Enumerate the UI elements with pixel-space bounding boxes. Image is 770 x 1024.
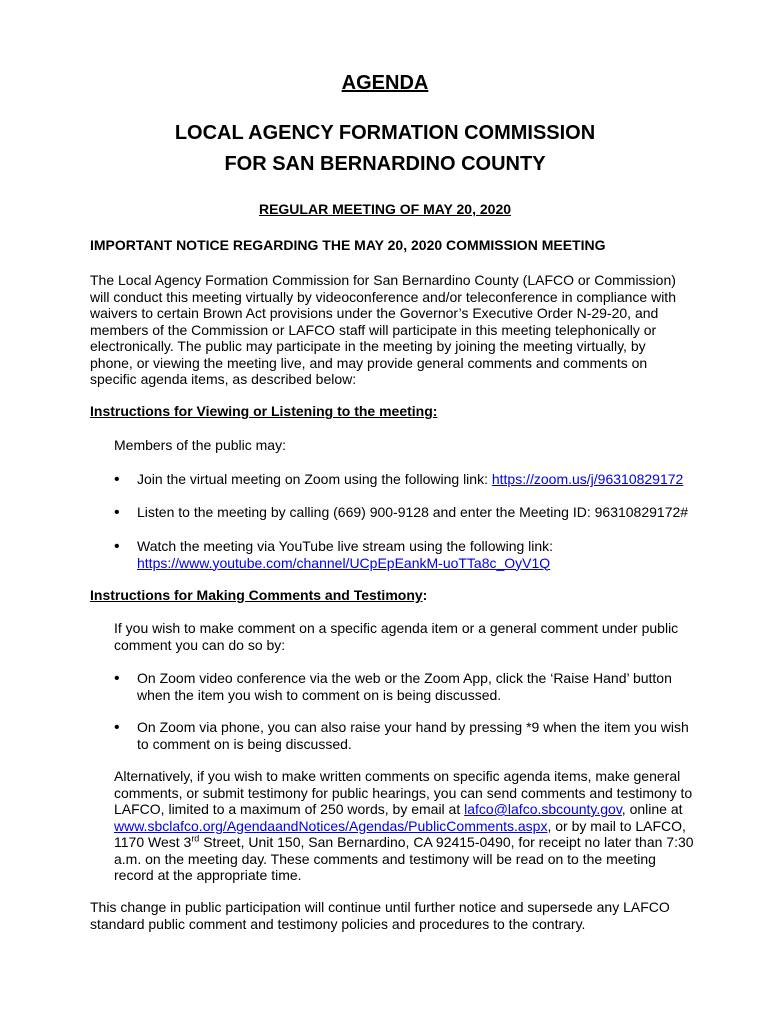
- email-link[interactable]: lafco@lafco.sbcounty.gov: [464, 801, 622, 817]
- meeting-date-heading: REGULAR MEETING OF MAY 20, 2020: [258, 201, 512, 217]
- bullet-icon: •: [114, 719, 120, 736]
- viewing-instructions-heading: Instructions for Viewing or Listening to the meeting:: [90, 403, 438, 419]
- members-public-may: Members of the public may:: [114, 437, 286, 453]
- comments-intro: If you wish to make comment on a specific agenda item or a general comment under public comment you can do so by:: [114, 620, 679, 653]
- raise-hand-text: On Zoom video conference via the web or the Zoom App, click the ‘Raise Hand’ button when the item you wish to comment on is being discussed.: [137, 670, 672, 703]
- bullet-icon: •: [114, 670, 120, 687]
- agenda-title: AGENDA: [341, 72, 429, 94]
- bullet-icon: •: [114, 504, 120, 521]
- youtube-item-text: Watch the meeting via YouTube live stream using the following link: https://www.youtube.com/channel/UCpEpEankM-uoTTa8c_OyV1Q: [137, 538, 554, 571]
- notice-heading: IMPORTANT NOTICE REGARDING THE MAY 20, 2020 COMMISSION MEETING: [90, 237, 606, 253]
- comments-instructions-heading: Instructions for Making Comments and Testimony:: [90, 587, 428, 603]
- org-name-line2: FOR SAN BERNARDINO COUNTY: [224, 153, 546, 175]
- zoom-item-text: Join the virtual meeting on Zoom using the following link: https://zoom.us/j/96310829172: [137, 471, 684, 487]
- phone-raise-hand-text: On Zoom via phone, you can also raise your hand by pressing *9 when the item you wish to comment on is being discussed.: [137, 719, 689, 752]
- written-comments-paragraph: Alternatively, if you wish to make written comments on specific agenda items, make general comments, or submit testimony for public hearings, you can send comments and testimony to LAFCO, limited to a maximum of 250 words, by email at lafco@lafco.sbcounty.gov, online at www.sbclafco.org/AgendaandNotices/Agendas/PublicComments.aspx, or by mail to LAFCO, 1170 West 3rd Street, Unit 150, San Bernardino, CA 92415-0490, for receipt no later than 7:30 a.m. on the meeting day. These comments and testimony will be read on to the meeting record at the appropriate time.: [114, 768, 694, 883]
- org-name-line1: LOCAL AGENCY FORMATION COMMISSION: [174, 122, 596, 144]
- bullet-icon: •: [114, 538, 120, 555]
- phone-item-text: Listen to the meeting by calling (669) 900-9128 and enter the Meeting ID: 96310829172#: [137, 504, 689, 520]
- bullet-icon: •: [114, 471, 120, 488]
- youtube-link[interactable]: https://www.youtube.com/channel/UCpEpEankM-uoTTa8c_OyV1Q: [137, 554, 551, 571]
- zoom-link[interactable]: https://zoom.us/j/96310829172: [491, 471, 684, 487]
- public-comments-link[interactable]: www.sbclafco.org/AgendaandNotices/Agendas/PublicComments.aspx: [114, 817, 548, 834]
- intro-paragraph: The Local Agency Formation Commission for San Bernardino County (LAFCO or Commission) will conduct this meeting virtually by videoconference and/or teleconference in compliance with waivers to certain Brown Act provisions under the Governor’s Executive Order N-29-20, and members of the Commission or LAFCO staff will participate in this meeting telephonically or electronically. The public may participate in the meeting by joining the meeting virtually, by phone, or viewing the meeting live, and may provide general comments and comments on specific agenda items, as described below:: [90, 272, 676, 387]
- closing-paragraph: This change in public participation will continue until further notice and supersede any LAFCO standard public comment and testimony policies and procedures to the contrary.: [90, 899, 670, 932]
